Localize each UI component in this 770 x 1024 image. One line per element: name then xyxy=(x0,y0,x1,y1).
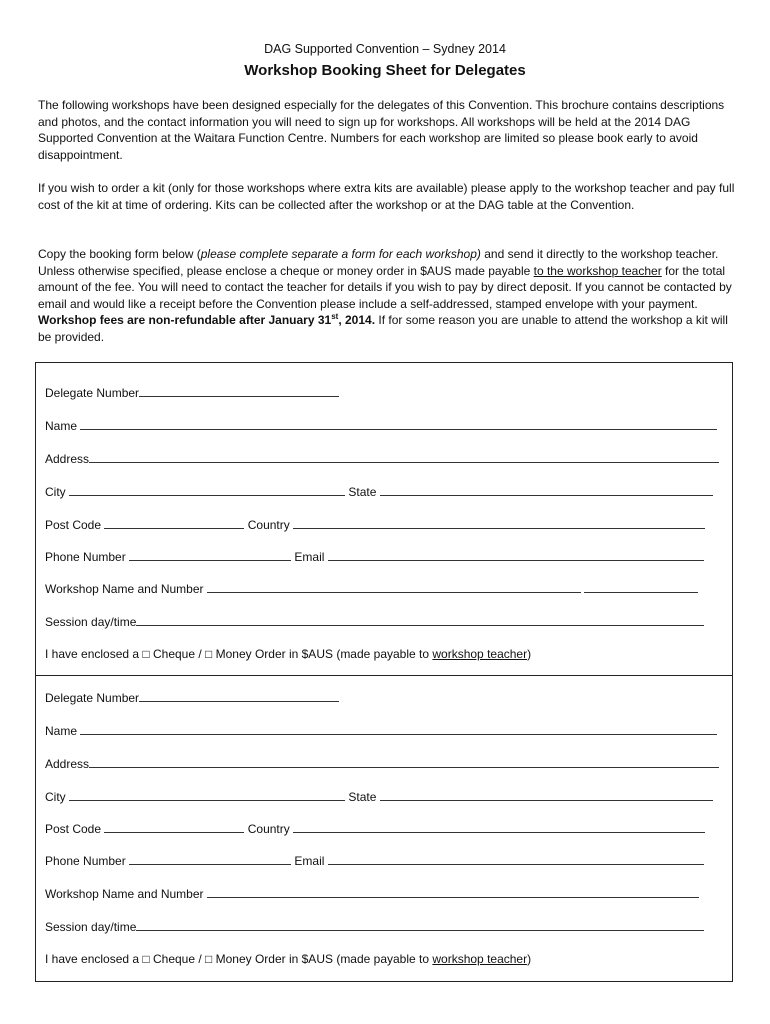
address-label: Address xyxy=(45,452,90,466)
state-label: State xyxy=(348,485,377,499)
country-field[interactable] xyxy=(293,517,705,529)
workshop-name-label: Workshop Name and Number xyxy=(45,887,204,901)
workshop-name-field[interactable] xyxy=(207,581,581,593)
session-field[interactable] xyxy=(136,919,704,931)
country-label: Country xyxy=(247,822,290,836)
p3-text-c: for the total amount of the fee. You will need to contact the teacher for details if you wish to pay by direct deposit. If you cannot be contacted by email and would like a receipt before the Convention please include a self-addressed, stamped envelope with your payment. xyxy=(38,263,732,311)
p3-text-d: If for some reason you are unable to attend the workshop a kit will be provided. xyxy=(38,313,728,344)
delegate-number-label: Delegate Number xyxy=(45,691,140,705)
booking-form-2 xyxy=(35,675,733,982)
postcode-country-row xyxy=(45,517,705,532)
session-row xyxy=(45,919,704,934)
state-label: State xyxy=(348,790,377,804)
p3-text-b: and send it directly to the workshop teacher. Unless otherwise specified, please enclose a cheque or money order in $AUS made payable xyxy=(38,247,719,278)
phone-number-label: Phone Number xyxy=(45,550,126,564)
post-code-field[interactable] xyxy=(104,821,244,833)
name-row xyxy=(45,418,717,433)
city-field[interactable] xyxy=(69,789,345,801)
delegate-number-field[interactable] xyxy=(139,385,339,397)
session-field[interactable] xyxy=(136,614,704,626)
post-code-label: Post Code xyxy=(45,822,102,836)
payment-text: I have enclosed a □ Cheque / □ Money Order in $AUS (made payable to xyxy=(45,952,433,966)
address-field[interactable] xyxy=(89,756,719,768)
p3-italic: please complete separate a form for each workshop) xyxy=(200,247,481,261)
delegate-number-label: Delegate Number xyxy=(45,386,140,400)
p3-bold xyxy=(38,313,375,327)
state-field[interactable] xyxy=(380,484,713,496)
workshop-number-field[interactable] xyxy=(584,581,698,593)
p3-text-a: Copy the booking form below ( xyxy=(38,247,201,261)
city-field[interactable] xyxy=(69,484,345,496)
workshop-name-label: Workshop Name and Number xyxy=(45,582,204,596)
address-row xyxy=(45,756,719,771)
phone-number-field[interactable] xyxy=(129,853,291,865)
name-label: Name xyxy=(45,724,78,738)
address-field[interactable] xyxy=(89,451,719,463)
session-row xyxy=(45,614,704,629)
city-state-row xyxy=(45,789,713,804)
workshop-row xyxy=(45,581,698,596)
session-label: Session day/time xyxy=(45,615,137,629)
state-field[interactable] xyxy=(380,789,713,801)
payment-row xyxy=(45,952,531,966)
country-field[interactable] xyxy=(293,821,705,833)
payment-text-end: ) xyxy=(527,647,532,661)
p3-bold-sup: st xyxy=(331,312,339,321)
name-label: Name xyxy=(45,419,78,433)
p3-bold-end: , 2014. xyxy=(338,313,376,327)
payment-text: I have enclosed a □ Cheque / □ Money Order in $AUS (made payable to xyxy=(45,647,433,661)
delegate-number-row xyxy=(45,385,339,400)
post-code-label: Post Code xyxy=(45,518,102,532)
city-label: City xyxy=(45,485,66,499)
address-row xyxy=(45,451,719,466)
workshop-row xyxy=(45,886,699,901)
delegate-number-field[interactable] xyxy=(139,690,339,702)
phone-email-row xyxy=(45,549,704,564)
country-label: Country xyxy=(247,518,290,532)
booking-form-1 xyxy=(35,362,733,676)
payment-row xyxy=(45,647,531,661)
payment-text-end: ) xyxy=(527,952,532,966)
session-label: Session day/time xyxy=(45,920,137,934)
workshop-teacher-text: workshop teacher xyxy=(432,952,528,966)
delegate-number-row xyxy=(45,690,339,705)
p3-bold-text: Workshop fees are non-refundable after January 31 xyxy=(38,313,332,327)
workshop-teacher-text: workshop teacher xyxy=(432,647,528,661)
p3-underline: to the workshop teacher xyxy=(533,263,662,278)
phone-email-row xyxy=(45,853,704,868)
phone-number-field[interactable] xyxy=(129,549,291,561)
city-state-row xyxy=(45,484,713,499)
email-label: Email xyxy=(294,854,325,868)
intro-paragraph-2: If you wish to order a kit (only for those workshops where extra kits are available) please apply to the workshop teacher and pay full cost of the kit at time of ordering. Kits can be collected after the workshop or at the DAG table at the Convention. xyxy=(38,181,735,212)
email-label: Email xyxy=(294,550,325,564)
city-label: City xyxy=(45,790,66,804)
name-row xyxy=(45,723,717,738)
postcode-country-row xyxy=(45,821,705,836)
name-field[interactable] xyxy=(80,418,717,430)
email-field[interactable] xyxy=(328,853,704,865)
address-label: Address xyxy=(45,757,90,771)
name-field[interactable] xyxy=(80,723,717,735)
phone-number-label: Phone Number xyxy=(45,854,126,868)
email-field[interactable] xyxy=(328,549,704,561)
workshop-name-field[interactable] xyxy=(207,886,699,898)
header-subtitle: DAG Supported Convention – Sydney 2014 xyxy=(264,42,506,56)
intro-paragraph-3 xyxy=(38,246,738,345)
intro-paragraph-1: The following workshops have been designed especially for the delegates of this Convention. This brochure contains descriptions and photos, and the contact information you will need to sign up for workshops. All workshops will be held at the 2014 DAG Supported Convention at the Waitara Function Centre. Numbers for each workshop are limited so please book early to avoid disappointment. xyxy=(38,98,725,162)
page-title: Workshop Booking Sheet for Delegates xyxy=(244,62,526,79)
post-code-field[interactable] xyxy=(104,517,244,529)
